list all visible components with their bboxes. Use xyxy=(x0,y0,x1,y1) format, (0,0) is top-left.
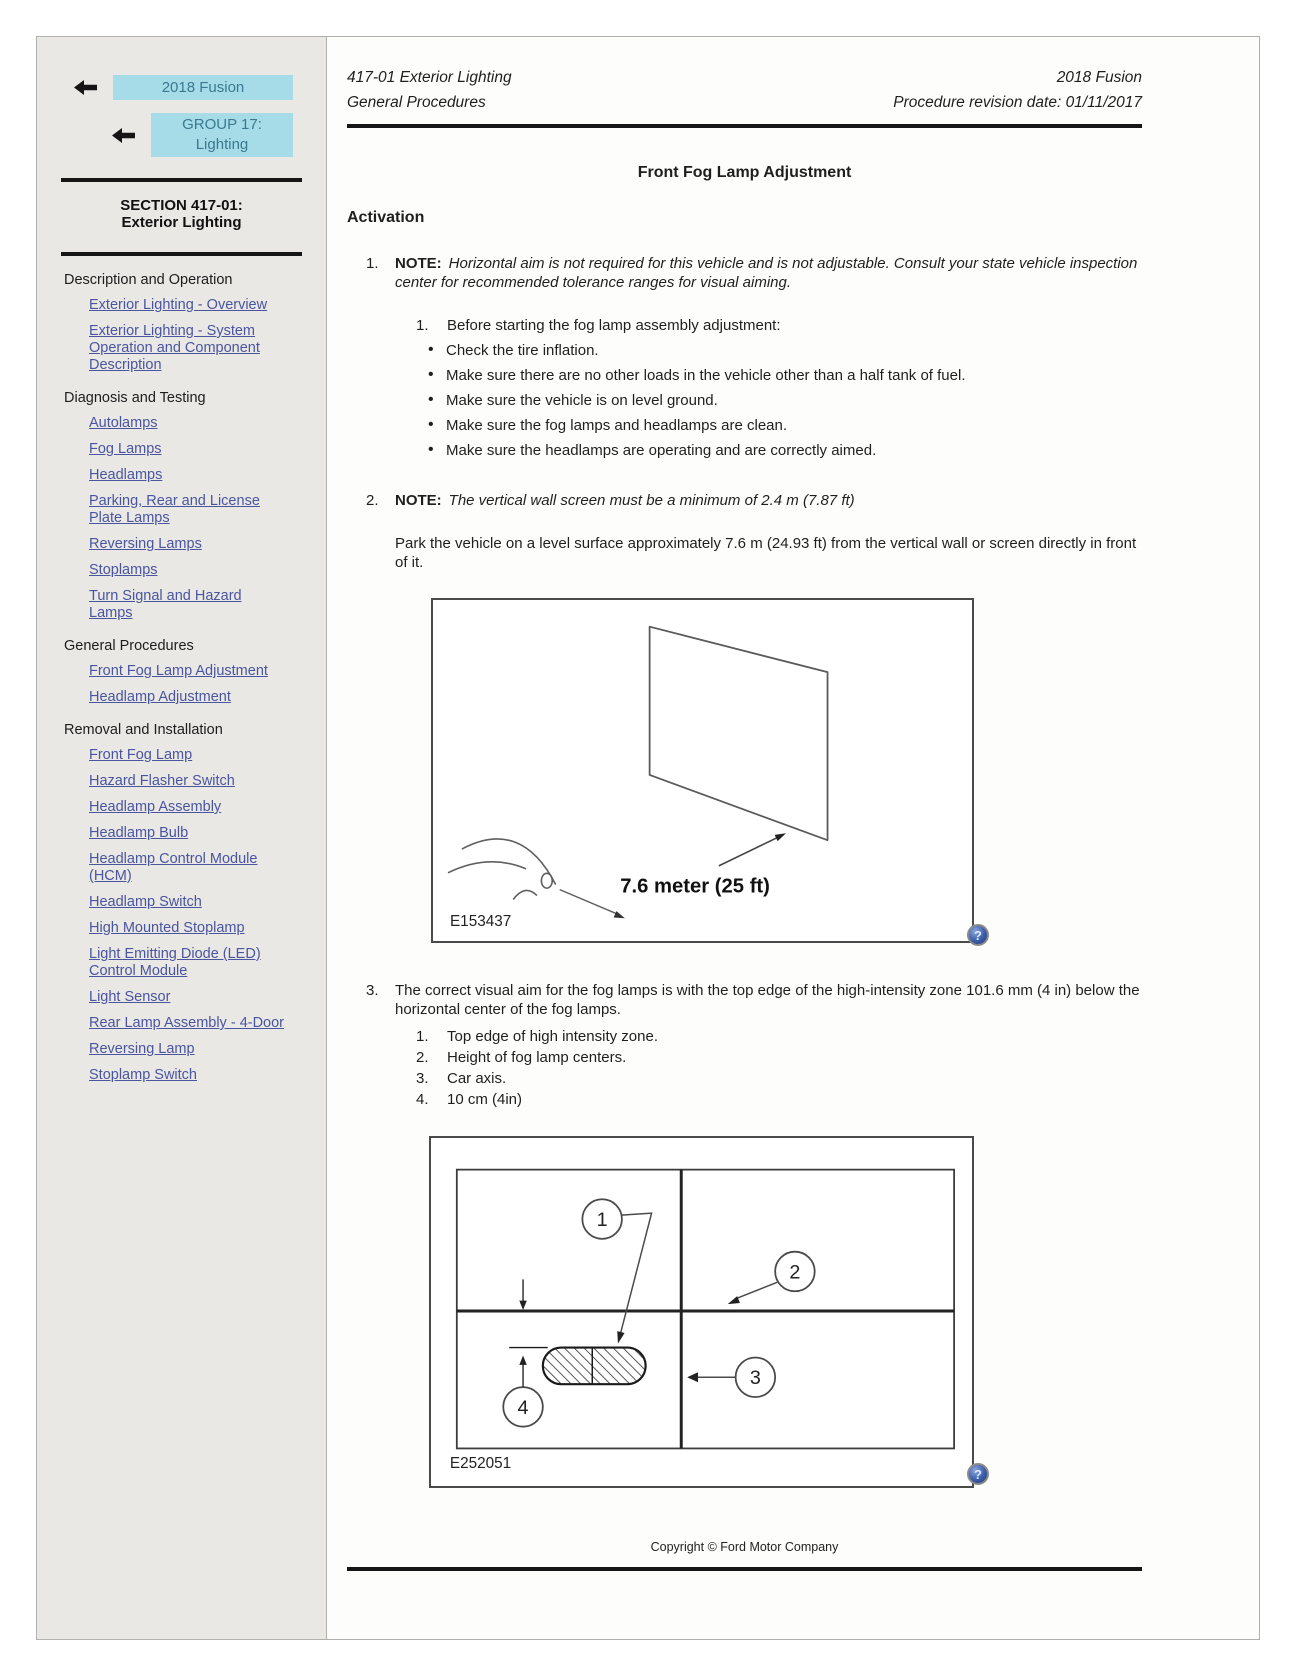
callout-3-number: 3 xyxy=(749,1367,761,1390)
sidebar-link-stoplamps[interactable]: Stoplamps xyxy=(89,562,158,578)
revision-date: Procedure revision date: 01/11/2017 xyxy=(893,94,1142,111)
sidebar-link-exterior-lighting-system-operation[interactable]: Exterior Lighting - System Operation and Component Description xyxy=(89,323,260,373)
note-text: The vertical wall screen must be a minimum of 2.4 m (7.87 ft) xyxy=(448,492,855,509)
page xyxy=(36,36,1260,1640)
sidebar-link-hazard-flasher-switch[interactable]: Hazard Flasher Switch xyxy=(89,773,235,789)
sidebar-link-rear-lamp-assembly-4door[interactable]: Rear Lamp Assembly - 4-Door xyxy=(89,1015,285,1031)
group-button[interactable]: GROUP 17: Lighting xyxy=(151,113,293,157)
sidebar-link-reversing-lamp[interactable]: Reversing Lamp xyxy=(89,1041,195,1057)
car-sketch xyxy=(448,839,556,900)
sidebar-back-row-vehicle xyxy=(37,75,293,100)
nav-heading-description-operation: Description and Operation xyxy=(64,272,233,288)
step-number: 3. xyxy=(366,982,379,999)
sidebar-link-headlamp-switch[interactable]: Headlamp Switch xyxy=(89,894,202,910)
callout-4-number: 4 xyxy=(517,1396,529,1419)
sidebar-link-fog-lamps[interactable]: Fog Lamps xyxy=(89,441,162,457)
sidebar-link-headlamp-assembly[interactable]: Headlamp Assembly xyxy=(89,799,222,815)
bullet-item: • Make sure there are no other loads in the vehicle other than a half tank of fuel. xyxy=(395,367,1142,385)
header-rule xyxy=(347,124,1142,128)
step-number: 1. xyxy=(366,255,379,272)
car-pointer-arrow xyxy=(560,890,625,919)
doc-subsection: General Procedures xyxy=(347,94,486,111)
step-3 xyxy=(347,981,1142,1488)
sidebar-link-front-fog-lamp[interactable]: Front Fog Lamp xyxy=(89,747,193,763)
sidebar-divider-top xyxy=(61,178,302,182)
legend-text: Top edge of high intensity zone. xyxy=(447,1028,658,1045)
sidebar-link-headlamp-adjustment[interactable]: Headlamp Adjustment xyxy=(89,689,231,705)
section-title-line2: Exterior Lighting xyxy=(121,214,242,231)
substep-1-1 xyxy=(395,316,1142,335)
legend-number: 1. xyxy=(416,1028,429,1045)
sidebar-link-reversing-lamps[interactable]: Reversing Lamps xyxy=(89,536,202,552)
wall-screen-shape xyxy=(650,627,828,840)
sidebar-back-row-group xyxy=(37,113,293,157)
figure-e252051 xyxy=(429,1136,982,1488)
legend-item-3 xyxy=(395,1069,1142,1089)
sidebar-nav xyxy=(64,272,314,1084)
nav-heading-general-procedures: General Procedures xyxy=(64,638,194,654)
help-icon[interactable]: ? xyxy=(967,924,989,946)
sidebar-link-autolamps[interactable]: Autolamps xyxy=(89,415,158,431)
figure-id: E252051 xyxy=(449,1455,512,1473)
bullet-item: • Make sure the headlamps are operating and are correctly aimed. xyxy=(395,442,1142,460)
callout-3 xyxy=(687,1357,775,1397)
step-number: 2. xyxy=(366,492,379,509)
callout-legend xyxy=(395,1027,1142,1110)
activation-heading: Activation xyxy=(347,209,425,226)
legend-number: 2. xyxy=(416,1049,429,1066)
step-2 xyxy=(347,491,1142,943)
help-icon[interactable]: ? xyxy=(967,1463,989,1485)
callout-1 xyxy=(582,1199,651,1343)
legend-text: Car axis. xyxy=(447,1070,507,1087)
doc-section: 417-01 Exterior Lighting xyxy=(347,69,512,86)
distance-label: 7.6 meter (25 ft) xyxy=(620,875,770,898)
legend-number: 4. xyxy=(416,1091,429,1108)
callout-2-number: 2 xyxy=(789,1261,801,1284)
legend-text: 10 cm (4in) xyxy=(447,1091,523,1108)
footer-rule xyxy=(347,1567,1142,1571)
legend-item-1 xyxy=(395,1027,1142,1047)
legend-number: 3. xyxy=(416,1070,429,1087)
copyright-notice: Copyright © Ford Motor Company xyxy=(650,1540,839,1554)
vehicle-name: 2018 Fusion xyxy=(1056,69,1142,86)
substep-number: 1. xyxy=(416,317,429,334)
sidebar-link-headlamp-bulb[interactable]: Headlamp Bulb xyxy=(89,825,189,841)
legend-text: Height of fog lamp centers. xyxy=(447,1049,627,1066)
sidebar-link-exterior-lighting-overview[interactable]: Exterior Lighting - Overview xyxy=(89,297,268,313)
sidebar xyxy=(37,37,327,1639)
callout-1-number: 1 xyxy=(596,1208,608,1231)
sidebar-link-headlamps[interactable]: Headlamps xyxy=(89,467,163,483)
sidebar-link-high-mounted-stoplamp[interactable]: High Mounted Stoplamp xyxy=(89,920,245,936)
aim-zone-diagram xyxy=(431,1138,972,1486)
back-arrow-icon[interactable] xyxy=(74,80,97,95)
page-title: Front Fog Lamp Adjustment xyxy=(637,164,852,181)
nav-heading-removal-installation: Removal and Installation xyxy=(64,722,223,738)
sidebar-link-stoplamp-switch[interactable]: Stoplamp Switch xyxy=(89,1067,197,1083)
sidebar-link-led-control-module[interactable]: Light Emitting Diode (LED) Control Module xyxy=(89,946,261,979)
sidebar-link-turn-signal-hazard-lamps[interactable]: Turn Signal and Hazard Lamps xyxy=(89,588,242,621)
document-header xyxy=(347,65,1142,115)
substep-text: Before starting the fog lamp assembly adjustment: xyxy=(447,317,781,334)
note-2 xyxy=(395,491,1142,510)
wall-distance-diagram xyxy=(433,600,972,941)
checklist xyxy=(395,342,1142,460)
note-label: NOTE: xyxy=(395,492,442,509)
down-arrow xyxy=(519,1279,527,1310)
bullet-item: • Make sure the vehicle is on level ground. xyxy=(395,392,1142,410)
legend-item-2 xyxy=(395,1048,1142,1068)
bullet-item: • Make sure the fog lamps and headlamps are clean. xyxy=(395,417,1142,435)
note-label: NOTE: xyxy=(395,255,442,272)
sidebar-link-front-fog-lamp-adjustment[interactable]: Front Fog Lamp Adjustment xyxy=(89,663,268,679)
nav-heading-diagnosis-testing: Diagnosis and Testing xyxy=(64,390,206,406)
sidebar-link-headlamp-control-module[interactable]: Headlamp Control Module (HCM) xyxy=(89,851,258,884)
sidebar-divider-bottom xyxy=(61,252,302,256)
sidebar-link-parking-rear-license-plate-lamps[interactable]: Parking, Rear and License Plate Lamps xyxy=(89,493,260,526)
note-1 xyxy=(395,254,1142,292)
high-intensity-zone xyxy=(509,1348,645,1385)
visual-aim-text: The correct visual aim for the fog lamps is with the top edge of the high-intensity zone 101.6 mm (4 in) below the horizontal center of the fog lamps. xyxy=(395,982,1140,1018)
legend-item-4 xyxy=(395,1090,1142,1110)
park-instruction: Park the vehicle on a level surface approximately 7.6 m (24.93 ft) from the vertical wall or screen directly in front of it. xyxy=(395,535,1137,571)
main-content xyxy=(327,37,1259,1639)
vehicle-button[interactable]: 2018 Fusion xyxy=(113,75,293,100)
section-title xyxy=(37,197,326,231)
distance-arrow xyxy=(719,833,786,866)
figure-e153437 xyxy=(431,598,982,943)
step-1 xyxy=(347,254,1142,460)
bullet-item: • Check the tire inflation. xyxy=(395,342,1142,360)
figure-id: E153437 xyxy=(449,913,512,931)
callout-2 xyxy=(728,1252,815,1304)
sidebar-link-light-sensor[interactable]: Light Sensor xyxy=(89,989,171,1005)
note-text: Horizontal aim is not required for this vehicle and is not adjustable. Consult your state vehicle inspection center for recommended tolerance ranges for visual aiming. xyxy=(395,255,1138,291)
back-arrow-icon[interactable] xyxy=(112,128,135,143)
callout-4 xyxy=(503,1356,543,1427)
section-title-line1: SECTION 417-01: xyxy=(120,197,243,214)
